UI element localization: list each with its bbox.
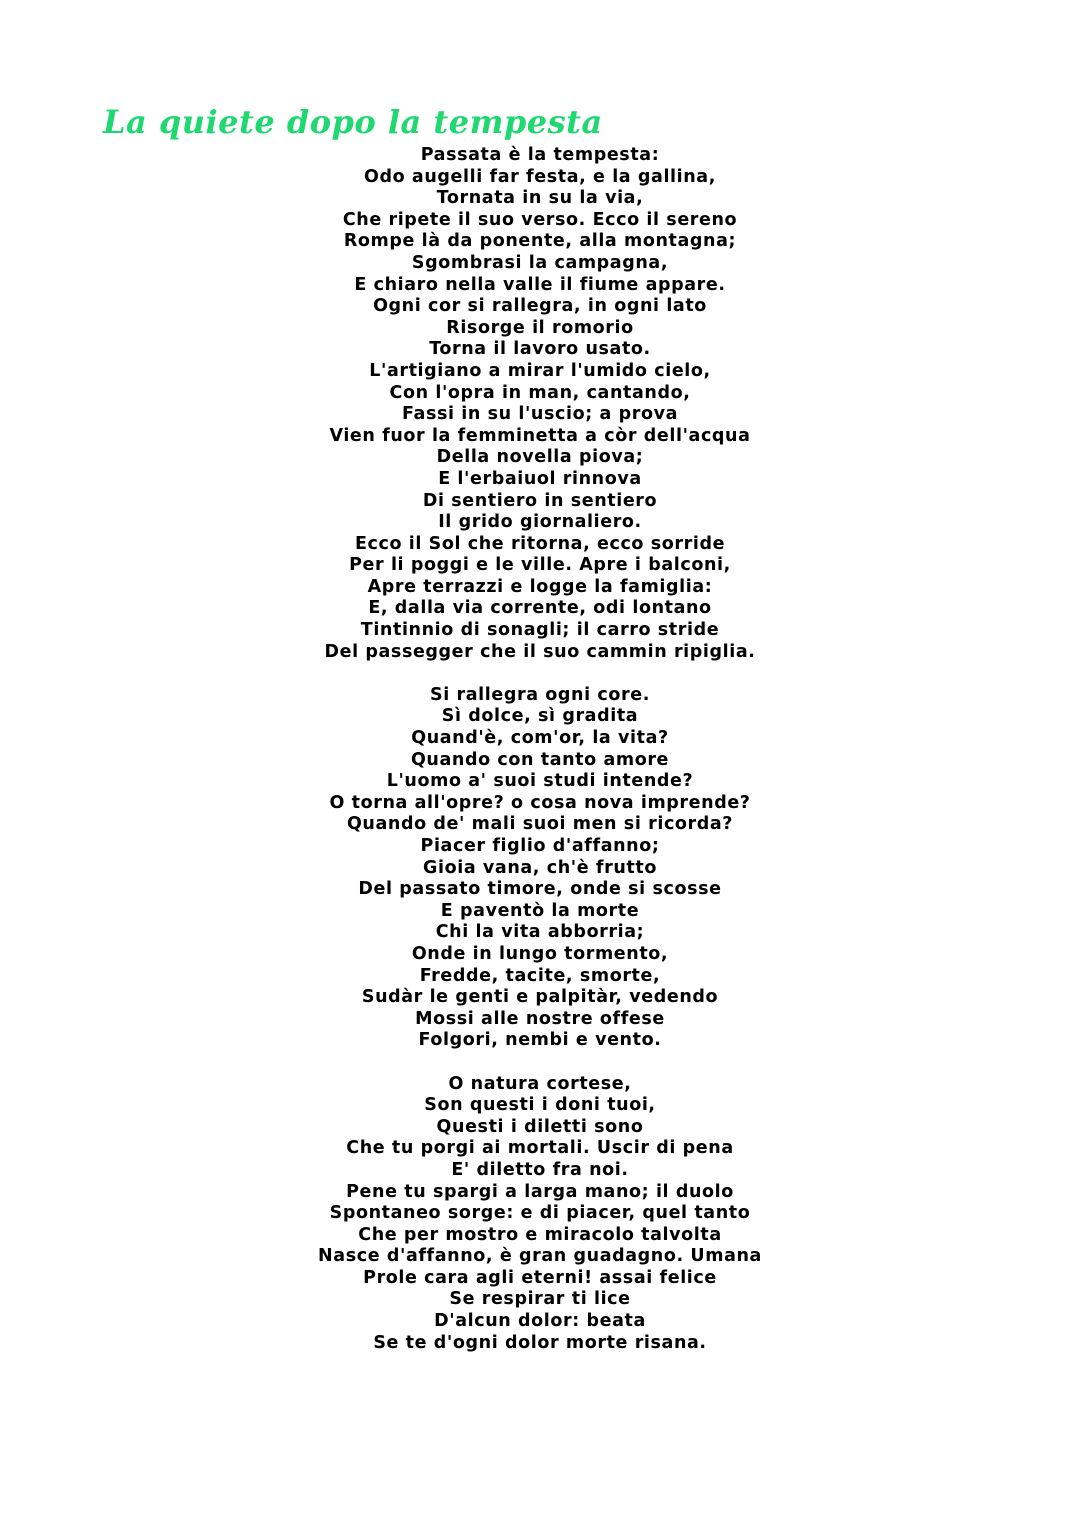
verse-line: Gioia vana, ch'è frutto: [423, 857, 657, 878]
verse-line: E paventò la morte: [440, 900, 640, 921]
verse-line: Mossi alle nostre offese: [415, 1008, 665, 1029]
verse-line: E' diletto fra noi.: [451, 1159, 629, 1180]
verse-line: Pene tu spargi a larga mano; il duolo: [346, 1181, 734, 1202]
poem-body: [0, 145, 1080, 1354]
verse-line: Nasce d'affanno, è gran guadagno. Umana: [318, 1246, 762, 1267]
stanza-1: [0, 145, 1080, 663]
verse-line: E, dalla via corrente, odi lontano: [368, 598, 712, 619]
stanza-2: [0, 685, 1080, 1052]
verse-line: Onde in lungo tormento,: [411, 943, 669, 964]
verse-line: Tintinnio di sonagli; il carro stride: [360, 620, 720, 641]
verse-line: O torna all'opre? o cosa nova imprende?: [329, 792, 751, 813]
verse-line: Vien fuor la femminetta a còr dell'acqua: [329, 425, 751, 446]
verse-line: Fassi in su l'uscio; a prova: [402, 404, 678, 425]
verse-line: Quand'è, com'or, la vita?: [411, 728, 669, 749]
verse-line: Son questi i doni tuoi,: [424, 1095, 656, 1116]
verse-line: Spontaneo sorge: e di piacer, quel tanto: [329, 1203, 751, 1224]
verse-line: Chi la vita abborria;: [435, 922, 645, 943]
verse-line: Del passegger che il suo cammin ripiglia.: [324, 641, 756, 662]
verse-line: L'artigiano a mirar l'umido cielo,: [369, 360, 711, 381]
verse-line: L'uomo a' suoi studi intende?: [386, 771, 694, 792]
verse-line: Fredde, tacite, smorte,: [419, 965, 661, 986]
verse-line: Torna il lavoro usato.: [429, 339, 651, 360]
verse-line: Se te d'ogni dolor morte risana.: [373, 1332, 707, 1353]
verse-line: Del passato timore, onde si scosse: [358, 879, 722, 900]
stanza-3: [0, 1074, 1080, 1355]
verse-line: Folgori, nembi e vento.: [418, 1030, 662, 1051]
verse-line: Sudàr le genti e palpitàr, vedendo: [361, 987, 719, 1008]
verse-line: Se respirar ti lice: [449, 1289, 631, 1310]
verse-line: Ecco il Sol che ritorna, ecco sorride: [354, 533, 726, 554]
verse-line: Che tu porgi ai mortali. Uscir di pena: [346, 1138, 734, 1159]
verse-line: Questi i diletti sono: [436, 1116, 644, 1137]
verse-line: Con l'opra in man, cantando,: [389, 382, 691, 403]
verse-line: O natura cortese,: [448, 1073, 632, 1094]
verse-line: Sgombrasi la campagna,: [411, 252, 669, 273]
verse-line: Della novella piova;: [436, 447, 644, 468]
verse-line: Rompe là da ponente, alla montagna;: [343, 231, 737, 252]
verse-line: Che ripete il suo verso. Ecco il sereno: [342, 209, 738, 230]
verse-line: Che per mostro e miracolo talvolta: [358, 1224, 722, 1245]
verse-line: Di sentiero in sentiero: [422, 490, 658, 511]
verse-line: Passata è la tempesta:: [420, 145, 660, 165]
verse-line: Quando con tanto amore: [410, 749, 670, 770]
verse-line: Risorge il romorio: [446, 317, 634, 338]
verse-line: Piacer figlio d'affanno;: [420, 836, 660, 856]
verse-line: Odo augelli far festa, e la gallina,: [364, 166, 716, 187]
verse-line: Quando de' mali suoi men si ricorda?: [346, 814, 734, 835]
verse-line: E chiaro nella valle il fiume appare.: [354, 274, 726, 295]
verse-line: Sì dolce, sì gradita: [441, 706, 639, 727]
verse-line: E l'erbaiuol rinnova: [438, 468, 642, 489]
verse-line: Il grido giornaliero.: [438, 512, 642, 533]
verse-line: Si rallegra ogni core.: [430, 684, 650, 705]
verse-line: Ogni cor si rallegra, in ogni lato: [373, 296, 707, 317]
verse-line: Prole cara agli eterni! assai felice: [363, 1267, 717, 1288]
verse-line: Tornata in su la via,: [436, 188, 644, 209]
poem-title: La quiete dopo la tempesta: [103, 103, 603, 141]
verse-line: Apre terrazzi e logge la famiglia:: [367, 576, 713, 597]
verse-line: D'alcun dolor: beata: [434, 1311, 646, 1332]
verse-line: Per li poggi e le ville. Apre i balconi,: [349, 555, 731, 576]
